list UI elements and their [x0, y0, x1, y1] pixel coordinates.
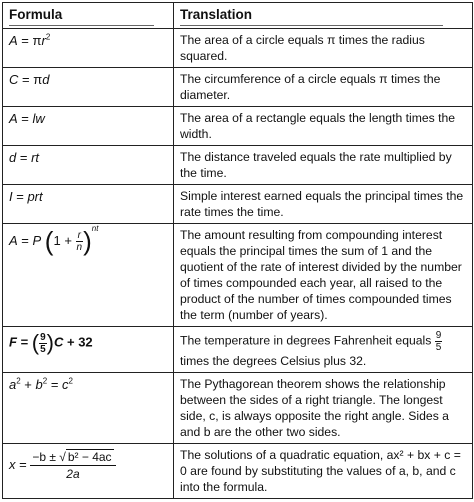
- table-row: [3, 107, 473, 146]
- quadratic-fraction: $\frac{\text{−b ± √ b² − 4ac}}{2a}$: [30, 450, 115, 481]
- formula-cell: A = P (1 + $\frac{r}{n}$ )$^{nt}$: [3, 224, 174, 327]
- translation-cell: The amount resulting from compounding interest equals the principal times the sum of 1 and the quotient of the rate of interest divided by the number of times compounded each year, all raised to the product of the number of times compounded times the term (number of years).: [174, 224, 473, 327]
- translation-cell: The circumference of a circle equals π times the diameter.: [174, 68, 473, 107]
- formula-cell: C = πd: [3, 68, 174, 107]
- translation-cell: Simple interest earned equals the principal times the rate times the time.: [174, 185, 473, 224]
- right-paren: ): [83, 226, 92, 256]
- temp-fraction: $\frac{9}{5}$: [40, 331, 46, 355]
- column-header-translation: Translation: [174, 3, 473, 29]
- left-paren: (: [44, 226, 54, 256]
- table-row: [3, 29, 473, 68]
- formula-cell: x = $\frac{\text{−b ± √ b² − 4ac}}{2a}$: [3, 444, 174, 499]
- formula-cell: F = ( $\frac{9}{5}$ )C + 32: [3, 327, 174, 373]
- translation-cell: The area of a circle equals π times the radius squared.: [174, 29, 473, 68]
- rate-fraction: $\frac{r}{n}$: [76, 230, 83, 253]
- translation-cell: The distance traveled equals the rate multiplied by the time.: [174, 146, 473, 185]
- inline-fraction: $\frac{9}{5}$: [435, 330, 442, 353]
- translation-cell: The Pythagorean theorem shows the relationship between the sides of a right triangle. The longest side, c, is always opposite the right angle. Sides a and b are the other two sides.: [174, 373, 473, 444]
- table-row: [3, 224, 473, 327]
- translation-cell: The area of a rectangle equals the length times the width.: [174, 107, 473, 146]
- translation-cell: The solutions of a quadratic equation, ax² + bx + c = 0 are found by substituting the values of a, b, and c into the formula.: [174, 444, 473, 499]
- table-row: [3, 68, 473, 107]
- column-header-formula: Formula: [3, 3, 174, 29]
- formula-table: [2, 2, 473, 499]
- formula-cell: A = lw: [3, 107, 174, 146]
- table-row: [3, 444, 473, 499]
- table-row: [3, 146, 473, 185]
- table-row: [3, 185, 473, 224]
- formula-cell: $a^2 + b^2 = c^2$: [3, 373, 174, 444]
- formula-cell: d = rt: [3, 146, 174, 185]
- table-row: [3, 373, 473, 444]
- formula-cell: $A = \pi r^2$: [3, 29, 174, 68]
- translation-cell: The temperature in degrees Fahrenheit equals $\frac{9}{5}$ times the degrees Celsius plus 32.: [174, 327, 473, 373]
- formula-cell: I = prt: [3, 185, 174, 224]
- table-row: [3, 327, 473, 373]
- table-header-row: [3, 3, 473, 29]
